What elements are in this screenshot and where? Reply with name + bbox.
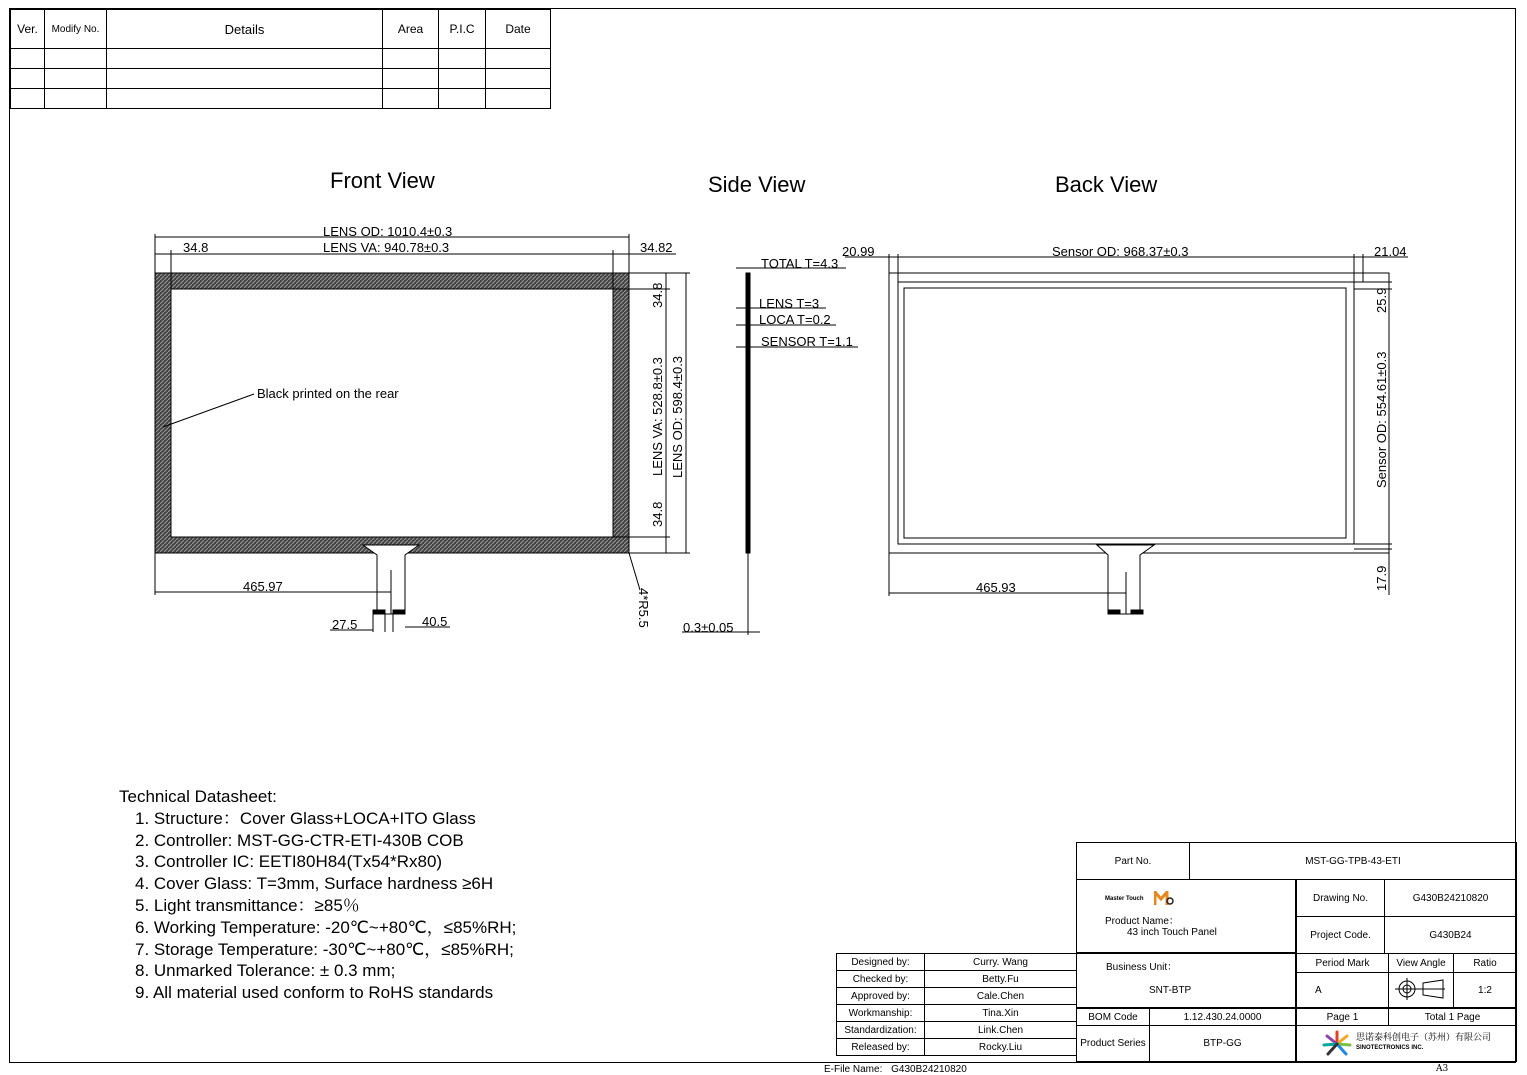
- product-name-cell: [1076, 879, 1296, 953]
- back-left-label: 20.99: [842, 244, 875, 259]
- datasheet-item: 9. All material used conform to RoHS standards: [135, 983, 494, 1003]
- product-series-value: BTP-GG: [1150, 1026, 1296, 1062]
- efile-label: E-File Name:: [824, 1064, 883, 1075]
- datasheet-item: 1. Structure：Cover Glass+LOCA+ITO Glass: [135, 808, 476, 828]
- back-top-label: 25.9: [1374, 287, 1389, 313]
- datasheet-item: 8. Unmarked Tolerance: ± 0.3 mm;: [135, 961, 396, 981]
- front-fpc-a-label: 27.5: [332, 617, 358, 632]
- signature-role: Checked by:: [837, 971, 925, 988]
- product-name-value: 43 inch Touch Panel: [1127, 927, 1217, 938]
- signature-role: Standardization:: [837, 1022, 925, 1039]
- company-name-cn: 思诺泰科创电子（苏州）有限公司: [1356, 1033, 1492, 1043]
- datasheet-item: 3. Controller IC: EETI80H84(Tx54*Rx80): [135, 852, 443, 872]
- business-unit-label: Business Unit：: [1106, 962, 1178, 973]
- front-va-height-label: LENS VA: 528.8±0.3: [650, 357, 665, 476]
- front-fpc-offset-label: 465.97: [243, 579, 283, 594]
- rev-header-date: Date: [486, 10, 551, 49]
- efile-value: G430B24210820: [891, 1064, 967, 1075]
- signature-role: Designed by:: [837, 954, 925, 971]
- view-angle-symbol: [1389, 973, 1454, 1008]
- front-right-border-label: 34.82: [640, 240, 673, 255]
- rev-header-ver: Ver.: [11, 10, 45, 49]
- rev-header-details: Details: [107, 10, 383, 49]
- front-corner-radius-label: 4*R5.5: [636, 588, 651, 628]
- technical-datasheet: [119, 786, 516, 1004]
- efile-name: [824, 1064, 967, 1075]
- brand-logo-icon: [1154, 891, 1174, 906]
- front-fpc-b-label: 40.5: [422, 614, 448, 629]
- rev-header-area: Area: [383, 10, 439, 49]
- signature-name: Cale.Chen: [925, 988, 1077, 1005]
- signature-name: Rocky.Liu: [925, 1039, 1077, 1056]
- product-series-label: Product Series: [1077, 1026, 1150, 1062]
- drawing-no-label: Drawing No.: [1297, 880, 1385, 917]
- front-rear-print-note: Black printed on the rear: [257, 386, 399, 401]
- projection-symbol-icon: [1393, 977, 1449, 1001]
- page-table: [1296, 1008, 1517, 1062]
- signature-role: Released by:: [837, 1039, 925, 1056]
- back-right-label: 21.04: [1374, 244, 1407, 259]
- back-sensor-od-label: Sensor OD: 968.37±0.3: [1052, 244, 1189, 259]
- page-number: Page 1: [1297, 1009, 1389, 1026]
- datasheet-item: 4. Cover Glass: T=3mm, Surface hardness ≥6H: [135, 874, 494, 894]
- front-bottom-border-label: 34.8: [650, 501, 665, 527]
- datasheet-item: 2. Controller: MST-GG-CTR-ETI-430B COB: [135, 830, 464, 850]
- side-sensor-thickness-label: SENSOR T=1.1: [761, 334, 853, 349]
- bom-code-value: 1.12.430.24.0000: [1150, 1009, 1296, 1026]
- company-logo-icon: [1322, 1030, 1352, 1058]
- front-left-border-label: 34.8: [183, 240, 209, 255]
- signature-name: Curry. Wang: [925, 954, 1077, 971]
- back-view-title: Back View: [1055, 172, 1158, 197]
- brand-name: Master Touch: [1105, 896, 1144, 902]
- signature-name: Link.Chen: [925, 1022, 1077, 1039]
- datasheet-item: 5. Light transmittance：≥85％: [135, 895, 360, 915]
- side-total-thickness-label: TOTAL T=4.3: [761, 256, 839, 271]
- drawing-no-value: G430B24210820: [1385, 880, 1517, 917]
- period-mark-label: Period Mark: [1297, 954, 1389, 973]
- ratio-value: 1:2: [1454, 973, 1517, 1008]
- title-block-drawing: [1296, 879, 1517, 954]
- title-block-part: [1076, 842, 1517, 880]
- signature-table: [836, 953, 1077, 1056]
- front-lens-va-label: LENS VA: 940.78±0.3: [323, 240, 450, 255]
- rev-header-modify: Modify No.: [45, 10, 107, 49]
- back-fpc-offset-label: 465.93: [976, 580, 1016, 595]
- back-sensor-height-label: Sensor OD: 554.61±0.3: [1374, 351, 1389, 488]
- period-mark-value: A: [1297, 973, 1389, 1008]
- bom-table: [1076, 1008, 1296, 1062]
- signature-role: Approved by:: [837, 988, 925, 1005]
- datasheet-title: Technical Datasheet:: [119, 787, 277, 806]
- signature-name: Tina.Xin: [925, 1005, 1077, 1022]
- business-unit-cell: [1076, 953, 1296, 1008]
- project-code-label: Project Code.: [1297, 917, 1385, 954]
- back-bottom-label: 17.9: [1374, 565, 1389, 591]
- view-angle-label: View Angle: [1389, 954, 1454, 973]
- signature-role: Workmanship:: [837, 1005, 925, 1022]
- front-view-title: Front View: [330, 168, 435, 193]
- ratio-label: Ratio: [1454, 954, 1517, 973]
- company-name-en: SINOTECTRONICS INC.: [1356, 1045, 1424, 1051]
- part-no-label: Part No.: [1077, 843, 1190, 880]
- rev-header-pic: P.I.C: [439, 10, 486, 49]
- datasheet-item: 6. Working Temperature: -20℃~+80℃，≤85%RH;: [135, 917, 517, 937]
- front-od-height-label: LENS OD: 598.4±0.3: [670, 355, 685, 478]
- signature-name: Betty.Fu: [925, 971, 1077, 988]
- front-top-border-label: 34.8: [650, 282, 665, 308]
- period-table: [1296, 953, 1517, 1008]
- front-lens-od-label: LENS OD: 1010.4±0.3: [323, 224, 453, 239]
- front-view-drawing: [155, 234, 1408, 635]
- part-no-value: MST-GG-TPB-43-ETI: [1190, 843, 1517, 880]
- business-unit-value: SNT-BTP: [1149, 985, 1192, 996]
- company-cell: [1297, 1026, 1517, 1062]
- bom-code-label: BOM Code: [1077, 1009, 1150, 1026]
- datasheet-item: 7. Storage Temperature: -30℃~+80℃，≤85%RH;: [135, 939, 514, 959]
- product-name-label: Product Name：: [1105, 916, 1179, 927]
- side-lens-thickness-label: LENS T=3: [759, 296, 820, 311]
- total-pages: Total 1 Page: [1389, 1009, 1517, 1026]
- side-loca-thickness-label: LOCA T=0.2: [759, 312, 831, 327]
- side-view-title: Side View: [708, 172, 806, 197]
- sheet-size: A3: [1436, 1064, 1449, 1074]
- side-fpc-thickness-label: 0.3±0.05: [683, 620, 734, 635]
- project-code-value: G430B24: [1385, 917, 1517, 954]
